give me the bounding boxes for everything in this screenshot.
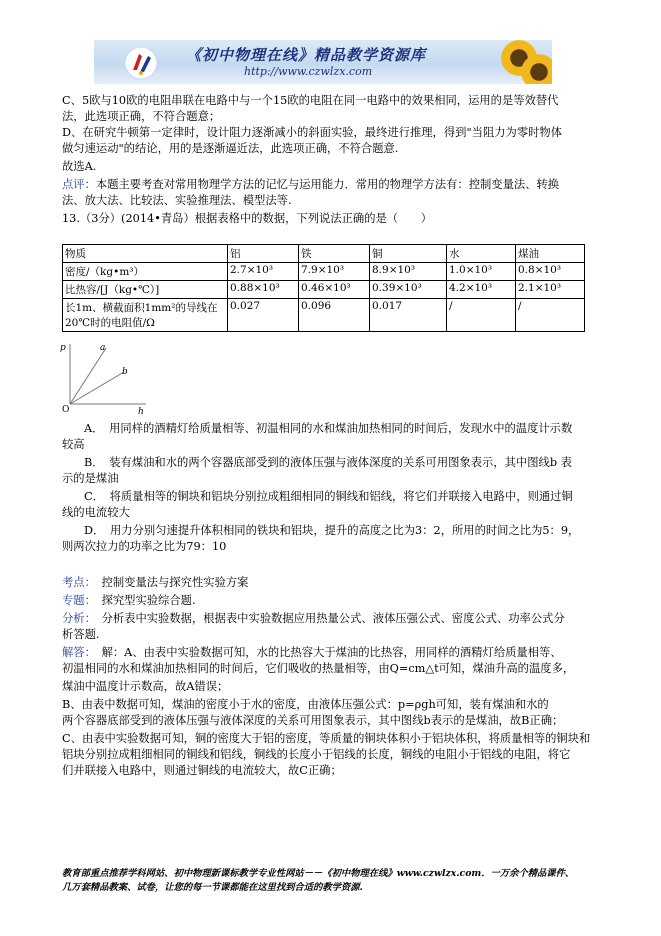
sunflower-image — [519, 52, 552, 84]
table-cell: 比热容/[J（kg•℃）] — [63, 281, 228, 299]
table-cell: 0.39×10³ — [370, 281, 447, 299]
zhuanti-line — [62, 593, 196, 609]
logo-icon — [124, 46, 158, 80]
pressure-depth-graph — [60, 340, 150, 415]
table-cell: 水 — [447, 245, 516, 263]
option-b: B． 装有煤油和水的两个容器底部受到的液体压强与液体深度的关系可用图象表示，其中图线b 表 — [84, 456, 572, 469]
table-cell: 铝 — [228, 245, 299, 263]
jieda-text: C、由表中实验数据可知，铜的密度大于铝的密度，等质量的铜块体积小于铝块体积，将质量相等的铜块和 — [62, 732, 591, 745]
table-cell: 1.0×10³ — [447, 263, 516, 281]
text-line: 故选A. — [62, 160, 97, 173]
origin-label: O — [62, 405, 70, 415]
jieda-text: B、由表中数据可知，煤油的密度小于水的密度，由液体压强公式：p=ρgh可知，装有煤油和水的 — [62, 698, 549, 711]
option-c: 线的电流较大 — [62, 506, 130, 519]
banner-title: 《初中物理在线》精品教学资源库 — [186, 46, 427, 64]
table-cell: 0.46×10³ — [299, 281, 370, 299]
text-line: 做匀速运动"的结论，用的是逐渐逼近法，此选项正确，不符合题意. — [62, 142, 399, 155]
table-cell: 2.7×10³ — [228, 263, 299, 281]
text-line: 法，此选项正确，不符合题意； — [62, 110, 221, 123]
table-cell: 0.88×10³ — [228, 281, 299, 299]
table-cell: 煤油 — [516, 245, 585, 263]
table-cell: 0.017 — [370, 299, 447, 332]
jieda-text: 煤油中温度计示数高，故A错误； — [62, 680, 229, 693]
zhuanti-text: 探究型实验综合题. — [101, 594, 196, 607]
fenxi-text: 分析表中实验数据，根据表中实验数据应用热量公式、液体压强公式、密度公式、功率公式分 — [101, 612, 565, 625]
b-label: b — [122, 367, 128, 377]
line-a — [70, 348, 106, 404]
jieda-line — [62, 645, 562, 661]
question-title: 13.（3分）(2014•青岛）根据表格中的数据，下列说法正确的是（ ） — [62, 212, 432, 225]
table-cell: 0.096 — [299, 299, 370, 332]
line-b — [70, 372, 124, 404]
comment-line — [62, 177, 559, 193]
table-row — [63, 281, 585, 299]
option-d: 则两次拉力的功率之比为79：10 — [62, 540, 227, 553]
table-cell: 4.2×10³ — [447, 281, 516, 299]
zhuanti-tag: 专题： — [62, 594, 91, 607]
a-label: a — [100, 343, 106, 353]
fenxi-line — [62, 611, 565, 627]
option-a: A． 用同样的酒精灯给质量相等、初温相同的水和煤油加热相同的时间后，发现水中的温度计示数 — [84, 422, 573, 435]
text-line: D、在研究牛顿第一定律时，设计阻力逐渐减小的斜面实验，最终进行推理，得到"当阻力为零时物体 — [62, 126, 563, 139]
fenxi-tag: 分析： — [62, 612, 91, 625]
table-cell: 0.8×10³ — [516, 263, 585, 281]
h-label: h — [138, 407, 144, 415]
table-cell: 8.9×10³ — [370, 263, 447, 281]
option-a: 较高 — [62, 438, 85, 451]
footer-line: 教育部重点推荐学科网站、初中物理新课标教学专业性网站－－《初中物理在线》www.czwlzx.com．一万余个精品课件、 — [62, 868, 575, 879]
table-cell-line: 20℃时的电阻值/Ω — [65, 317, 155, 329]
table-row — [63, 263, 585, 281]
table-cell: / — [447, 299, 516, 332]
jieda-tag: 解答： — [62, 646, 91, 659]
table-row — [63, 245, 585, 263]
fenxi-text: 析答题. — [62, 628, 100, 641]
jieda-text: 铝块分别拉成粗细相同的铜线和铝线，铜线的长度小于铝线的长度，铜线的电阻小于铝线的电阻，将它 — [62, 748, 571, 761]
table-cell: 0.027 — [228, 299, 299, 332]
jieda-text: 初温相同的水和煤油加热相同的时间后，它们吸收的热量相等，由Q=cm△t可知，煤油升高的温度多， — [62, 662, 575, 675]
table-cell: 铜 — [370, 245, 447, 263]
jieda-text: 解：A、由表中实验数据可知，水的比热容大于煤油的比热容，用同样的酒精灯给质量相等、 — [101, 646, 562, 659]
comment-text: 本题主要考查对常用物理学方法的记忆与运用能力．常用的物理学方法有：控制变量法、转换 — [95, 178, 560, 191]
banner-url[interactable]: http://www.czwlzx.com — [244, 65, 373, 78]
p-label: p — [60, 343, 66, 353]
table-row — [63, 299, 585, 332]
kaodian-tag: 考点： — [62, 576, 91, 589]
option-d: D． 用力分别匀速提升体积相同的铁块和铝块，提升的高度之比为3：2，所用的时间之比为5：9， — [84, 524, 580, 537]
table-cell: 7.9×10³ — [299, 263, 370, 281]
table-cell: 铁 — [299, 245, 370, 263]
kaodian-line — [62, 575, 248, 591]
jieda-text: 们并联接入电路中，则通过铜线的电流较大，故C正确； — [62, 764, 342, 777]
comment-tag: 点评： — [62, 178, 96, 191]
option-c: C． 将质量相等的铜块和铝块分别拉成粗细相同的铜线和铝线，将它们并联接入电路中，则通过铜 — [84, 490, 573, 503]
table-cell — [63, 299, 228, 332]
option-b: 示的是煤油 — [62, 472, 119, 485]
kaodian-text: 控制变量法与探究性实验方案 — [101, 576, 249, 589]
table-cell: 物质 — [63, 245, 228, 263]
comment-text: 法、放大法、比较法、实验推理法、模型法等. — [62, 194, 292, 207]
text-line: C、5欧与10欧的电阻串联在电路中与一个15欧的电阻在同一电路中的效果相同，运用的是等效替代 — [62, 94, 559, 107]
table-cell: 2.1×10³ — [516, 281, 585, 299]
data-table — [62, 244, 585, 332]
table-cell-line: 长1m、横截面积1mm²的导线在 — [65, 302, 218, 314]
jieda-text: 两个容器底部受到的液体压强与液体深度的关系可用图象表示，其中图线b表示的是煤油，故B正确； — [62, 714, 564, 727]
table-cell: 密度/（kg•m³） — [63, 263, 228, 281]
table-cell: / — [516, 299, 585, 332]
footer-line: 几万套精品教案、试卷，让您的每一节课都能在这里找到合适的教学资源. — [62, 882, 363, 893]
header-banner — [94, 40, 552, 84]
